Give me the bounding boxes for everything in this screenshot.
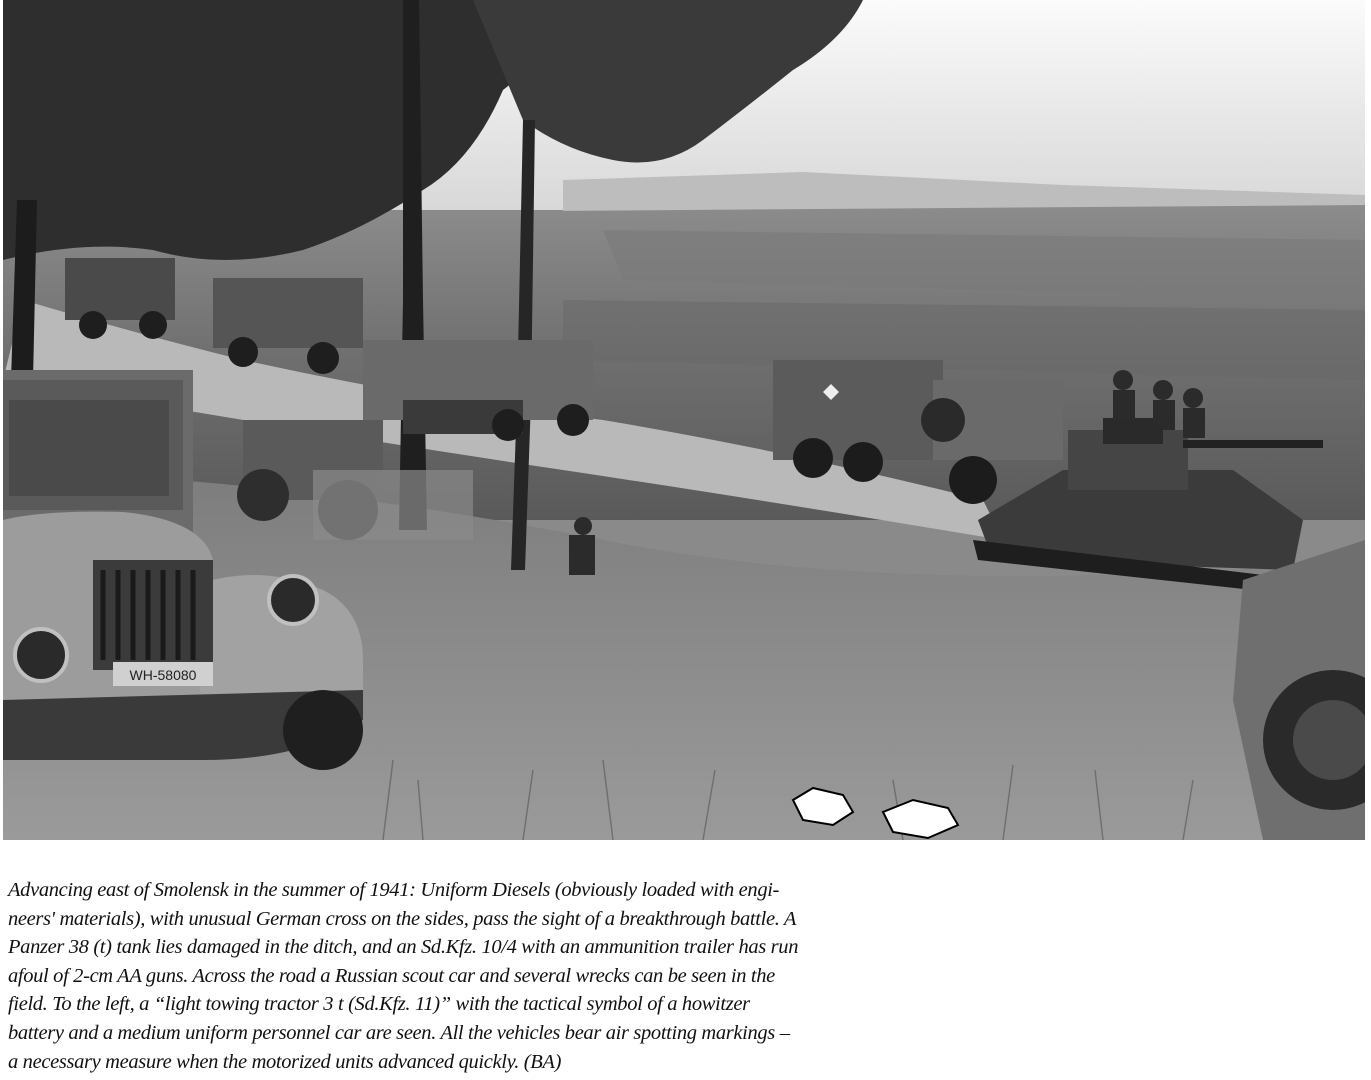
caption-line: afoul of 2-cm AA guns. Across the road a Russian scout car and several wrecks can be seen in the bbox=[8, 964, 775, 987]
license-plate: WH-58080 bbox=[129, 667, 197, 683]
caption-line: battery and a medium uniform personnel car are seen. All the vehicles bear air spotting markings – bbox=[8, 1021, 790, 1044]
caption-line: Advancing east of Smolensk in the summer of 1941: Uniform Diesels (obviously loaded with engi- bbox=[8, 879, 780, 901]
caption-line: neers' materials), with unusual German cross on the sides, pass the sight of a breakthrough battle. A bbox=[8, 907, 797, 930]
photo-illustration bbox=[3, 0, 1365, 840]
wartime-photograph bbox=[3, 0, 1365, 840]
caption-line: field. To the left, a “light towing tractor 3 t (Sd.Kfz. 11)” with the tactical symbol of a howitzer bbox=[8, 993, 750, 1016]
caption-line: a necessary measure when the motorized units advanced quickly. (BA) bbox=[8, 1050, 562, 1073]
photo-caption bbox=[8, 876, 948, 1076]
caption-line: Panzer 38 (t) tank lies damaged in the ditch, and an Sd.Kfz. 10/4 with an ammunition trailer has run bbox=[8, 936, 799, 959]
